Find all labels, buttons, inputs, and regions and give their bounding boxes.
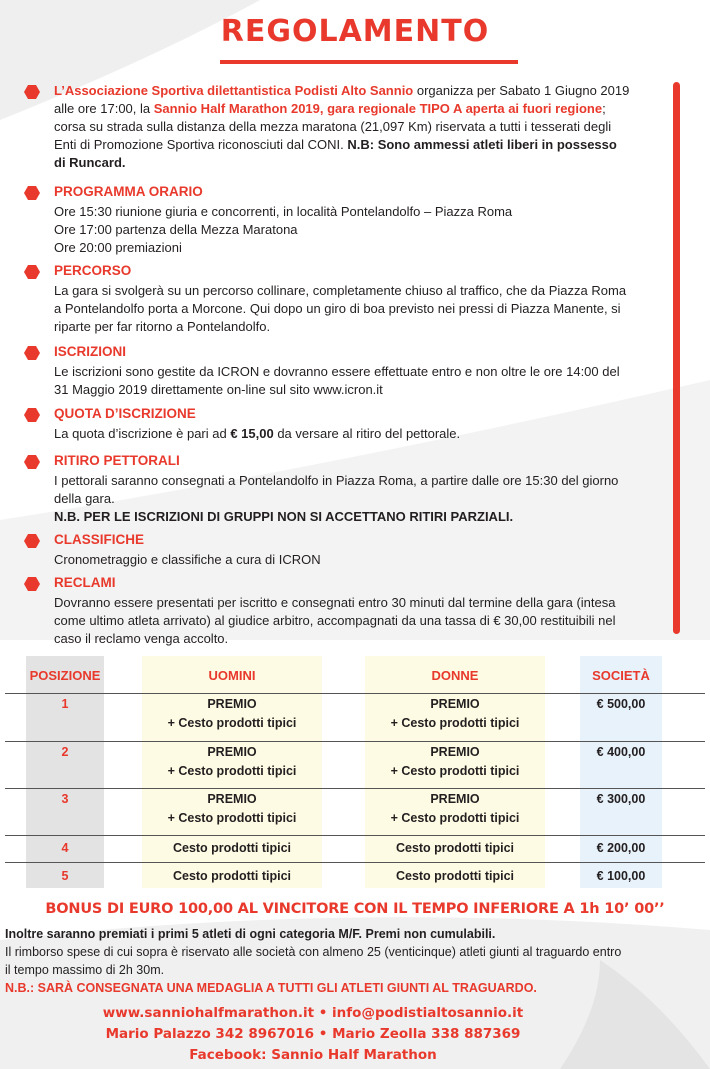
runcard-note: N.B: Sono ammessi atleti liberi in possesso	[347, 137, 617, 152]
text-line: a Pontelandolfo porta a Morcone. Qui dopo un giro di boa previsto nei pressi di Piazza Manente, si	[54, 301, 621, 316]
uomini-prize: Cesto prodotti tipici	[172, 841, 292, 855]
text-line: Dovranno essere presentati per iscritto e consegnati entro 30 minuti dal termine della gara (intesa	[54, 595, 616, 610]
contacts-block	[0, 1003, 626, 1066]
text-line: 31 Maggio 2019 direttamente on-line sul sito www.icron.it	[54, 382, 383, 397]
societa-prize: € 500,00	[596, 697, 646, 711]
prize-line: PREMIO	[430, 697, 480, 711]
prize-line: + Cesto prodotti tipici	[390, 811, 520, 825]
prize-line: + Cesto prodotti tipici	[167, 764, 297, 778]
contact-web[interactable]: www.sanniohalfmarathon.it • info@podistialtosannio.it	[102, 1005, 524, 1021]
text-line: La gara si svolgerà su un percorso collinare, completamente chiuso al traffico, che da Piazza Roma	[54, 283, 627, 298]
section-title: PERCORSO	[54, 263, 132, 278]
text-line: Ore 20:00 premiazioni	[54, 240, 182, 255]
header-uomini: UOMINI	[208, 668, 256, 683]
section-text	[54, 425, 658, 443]
section-text	[54, 551, 658, 569]
text-line: caso il reclamo venga accolto.	[54, 631, 229, 646]
position-number: 5	[61, 869, 69, 883]
position-number: 4	[61, 841, 69, 855]
table-divider	[5, 741, 705, 742]
prize-line: + Cesto prodotti tipici	[390, 716, 520, 730]
table-divider	[5, 835, 705, 836]
section-title: ISCRIZIONI	[54, 344, 127, 359]
footer-rimborso-end: il tempo massimo di 2h 30m.	[5, 963, 165, 977]
table-divider	[5, 788, 705, 789]
association-name: L’Associazione Sportiva dilettantistica Podisti Alto Sannio	[54, 83, 414, 98]
position-number: 1	[61, 697, 69, 711]
table-divider	[5, 862, 705, 863]
text-line: Ore 15:30 riunione giuria e concorrenti, in località Pontelandolfo – Piazza Roma	[54, 204, 513, 219]
prize-line: + Cesto prodotti tipici	[167, 716, 297, 730]
intro-text-1: organizza per Sabato 1 Giugno 2019	[413, 83, 630, 98]
text-line: I pettorali saranno consegnati a Pontelandolfo in Piazza Roma, a partire dalle ore 15:30 del giorno	[54, 473, 619, 488]
section-title: RECLAMI	[54, 575, 116, 590]
societa-prize: € 300,00	[596, 792, 646, 806]
prize-line: PREMIO	[430, 792, 480, 806]
quota-amount: € 15,00	[230, 426, 274, 441]
title-underline	[220, 60, 518, 64]
donne-prize: Cesto prodotti tipici	[395, 841, 515, 855]
section-text	[54, 594, 658, 648]
runcard-note-end: di Runcard.	[54, 155, 126, 170]
intro-text-5: Enti di Promozione Sportiva riconosciuti dal CONI.	[54, 137, 348, 152]
bonus-banner: BONUS DI EURO 100,00 AL VINCITORE CON IL TEMPO INFERIORE A 1h 10’ 00’’	[45, 901, 665, 917]
donne-prize: Cesto prodotti tipici	[395, 869, 515, 883]
header-donne: DONNE	[431, 668, 479, 683]
position-number: 3	[61, 792, 69, 806]
prize-line: + Cesto prodotti tipici	[167, 811, 297, 825]
footer-rimborso: Il rimborso spese di cui sopra è riservato alle società con almeno 25 (venticinque) atleti giunti al traguardo entro	[5, 945, 622, 959]
footer-notes	[5, 925, 705, 997]
text-line: della gara.	[54, 491, 115, 506]
prize-line: PREMIO	[207, 792, 257, 806]
societa-prize: € 400,00	[596, 745, 646, 759]
text-line: Ore 17:00 partenza della Mezza Maratona	[54, 222, 298, 237]
footer-medaglia: N.B.: SARÀ CONSEGNATA UNA MEDAGLIA A TUTTI GLI ATLETI GIUNTI AL TRAGUARDO.	[5, 981, 537, 995]
prize-table	[0, 654, 710, 894]
text-line: come ultimo atleta arrivato) al giudice arbitro, accompagnati da una tassa di € 30,00 restituibili nel	[54, 613, 616, 628]
uomini-prize	[142, 743, 322, 781]
table-divider	[5, 693, 705, 694]
donne-prize	[365, 743, 545, 781]
section-text	[54, 282, 658, 336]
position-number: 2	[61, 745, 69, 759]
uomini-prize	[142, 695, 322, 733]
text-line: Cronometraggio e classifiche a cura di ICRON	[54, 552, 321, 567]
header-societa: SOCIETÀ	[592, 668, 650, 683]
section-text	[54, 472, 658, 526]
text-line: riparte per far ritorno a Pontelandolfo.	[54, 319, 271, 334]
text-line: Le iscrizioni sono gestite da ICRON e dovranno essere effettuate entro e non oltre le ore 14:00 del	[54, 364, 620, 379]
intro-text-4: corsa su strada sulla distanza della mezza maratona (21,097 Km) riservata a tutti i tesserati degli	[54, 119, 612, 134]
quota-text-end: da versare al ritiro del pettorale.	[273, 426, 461, 441]
section-title: RITIRO PETTORALI	[54, 453, 180, 468]
intro-text-3: ;	[602, 101, 606, 116]
section-title: PROGRAMMA ORARIO	[54, 184, 203, 199]
page-title: REGOLAMENTO	[220, 14, 490, 49]
section-text	[54, 203, 658, 257]
section-title: CLASSIFICHE	[54, 532, 145, 547]
section-title: QUOTA D’ISCRIZIONE	[54, 406, 196, 421]
section-text	[54, 363, 658, 399]
side-accent-bar	[673, 82, 680, 634]
prize-line: PREMIO	[207, 745, 257, 759]
donne-prize	[365, 695, 545, 733]
donne-prize	[365, 790, 545, 828]
intro-text	[54, 82, 658, 172]
prize-line: PREMIO	[430, 745, 480, 759]
societa-prize: € 100,00	[596, 869, 646, 883]
header-posizione: POSIZIONE	[29, 668, 101, 683]
contact-phones: Mario Palazzo 342 8967016 • Mario Zeolla 338 887369	[105, 1026, 521, 1042]
ritiro-note: N.B. PER LE ISCRIZIONI DI GRUPPI NON SI ACCETTANO RITIRI PARZIALI.	[54, 509, 514, 524]
contact-facebook[interactable]: Facebook: Sannio Half Marathon	[189, 1047, 437, 1063]
event-name: Sannio Half Marathon 2019, gara regionale TIPO A aperta ai fuori regione	[153, 101, 603, 116]
prize-line: + Cesto prodotti tipici	[390, 764, 520, 778]
quota-text: La quota d’iscrizione è pari ad	[54, 426, 231, 441]
uomini-prize	[142, 790, 322, 828]
societa-prize: € 200,00	[596, 841, 646, 855]
intro-text-2: alle ore 17:00, la	[54, 101, 154, 116]
uomini-prize: Cesto prodotti tipici	[172, 869, 292, 883]
footer-premi: Inoltre saranno premiati i primi 5 atleti di ogni categoria M/F. Premi non cumulabili.	[5, 927, 496, 941]
prize-line: PREMIO	[207, 697, 257, 711]
